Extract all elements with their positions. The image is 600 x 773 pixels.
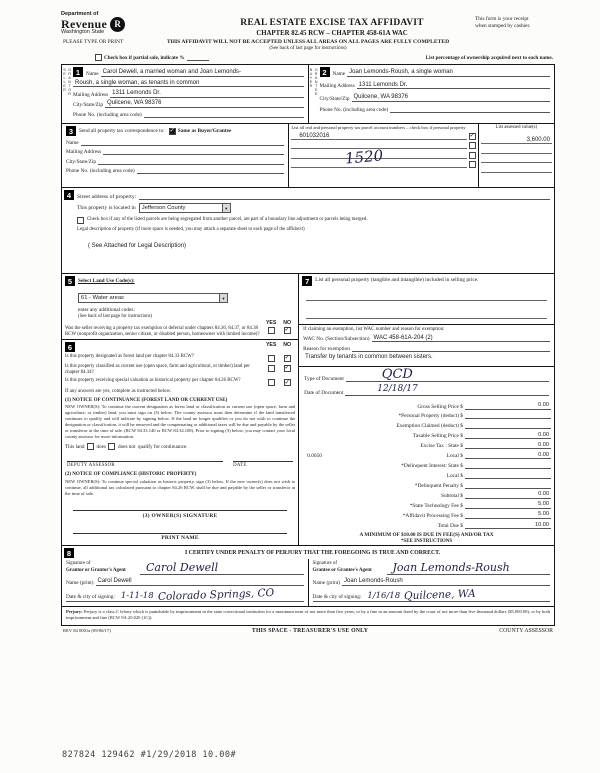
notice-continuance-title: (1) NOTICE OF CONTINUANCE (FOREST LAND OR CURRENT USE) <box>65 396 228 403</box>
revenue-logo-icon: R <box>110 17 125 32</box>
county-dropdown[interactable] <box>139 203 231 213</box>
section-5-number: 5 <box>65 276 75 286</box>
parcel-numbers-column <box>288 124 477 187</box>
parcel-numbers-header: List all real and personal property tax parcel account numbers – check box if personal property <box>291 125 466 130</box>
historic-question-row <box>65 378 295 386</box>
land-use-section <box>62 274 298 340</box>
q3-yes-cell <box>263 378 279 386</box>
grantee-name-print-row <box>313 578 551 586</box>
historic-question: Is this property receiving special valuation as historical property per chapter 84.26 RCW? <box>65 378 241 384</box>
grantor-date-handwriting[interactable]: 1-11-18 <box>120 590 154 601</box>
parcel-personal-checkbox-2[interactable] <box>469 142 476 149</box>
seller-csz-label: City/State/Zip <box>73 102 104 109</box>
correspondence-address-field[interactable] <box>103 148 284 155</box>
grantee-agent-label: Grantee or Grantee's Agent <box>312 568 372 574</box>
date-of-document-handwriting: 12/18/17 <box>377 384 418 395</box>
money-row-exemption <box>299 422 554 429</box>
money-row-excise-state <box>299 442 554 449</box>
q2-yes-cell <box>263 364 279 372</box>
type-of-document-row <box>304 369 549 382</box>
excise-state-label: Excise Tax : State $ <box>420 443 463 450</box>
date-of-document-label: Date of Document <box>304 389 344 396</box>
minimum-due-note: A MINIMUM OF $10.00 IS DUE IN FEE(S) AND/OR TAX <box>359 531 494 538</box>
buyer-section <box>308 65 555 123</box>
date-line[interactable] <box>233 457 293 462</box>
deferral-yes-checkbox[interactable] <box>268 327 275 334</box>
grantee-date-city-row <box>312 587 551 603</box>
tech-fee-label: *State Technology Fee $ <box>409 502 463 509</box>
this-land-label: This land <box>65 443 85 450</box>
left-column <box>62 274 298 545</box>
seller-address-row <box>73 90 304 98</box>
grantor-name-print-row <box>66 578 304 586</box>
delinquent-interest-state-label: *Delinquent Interest: State $ <box>401 463 463 470</box>
correspondence-phone-row <box>66 167 284 174</box>
parcel-personal-checkbox-1[interactable]: ✓ <box>469 132 475 140</box>
personal-property-line-2[interactable] <box>306 310 547 319</box>
delinquent-interest-state-value[interactable] <box>465 462 551 469</box>
does-not-label: does not <box>117 443 136 450</box>
print-name-label: PRINT NAME <box>161 535 199 542</box>
seller-name-label: Name <box>86 71 99 77</box>
located-in-label: This property is located in <box>77 205 136 211</box>
section-4-number: 4 <box>64 190 74 200</box>
money-row-processing-fee <box>299 511 554 518</box>
grantor-date-city-label: Date & city of signing: <box>66 594 115 601</box>
grantor-signature-cell <box>62 559 308 606</box>
grantee-sig-of-label: Signature of <box>312 561 338 567</box>
seller-name-field-2[interactable]: Roush, a single woman, as tenants in common <box>73 80 304 88</box>
chevron-down-icon[interactable]: ▼ <box>219 294 227 302</box>
street-address-row <box>64 190 550 200</box>
certification-section <box>62 545 554 606</box>
seller-section <box>62 65 308 123</box>
form-header <box>61 12 555 37</box>
date-label: DATE <box>233 463 247 469</box>
receipt-note-line1: This form is your receipt <box>475 16 529 22</box>
grantee-signature-row <box>313 561 551 575</box>
buyer-side-label-1: BUYER <box>309 68 313 88</box>
perjury-text: Perjury is a class C felony which is punishable by imprisonment in the state correctional institution for a maximum term of not more than five years, or by a fine in an amount fixed by the court of not more than five thousand dollars ($5,000.00), or by both imprisonment and fine (RCW 9A.20.020 (1C)). <box>66 609 551 621</box>
q1-no-cell <box>279 354 295 362</box>
deferral-no-cell <box>279 326 295 334</box>
receipt-note <box>475 12 555 30</box>
land-use-dropdown[interactable] <box>78 293 228 303</box>
exemption-deduct-value[interactable] <box>465 422 551 429</box>
date-of-document-row <box>304 384 549 395</box>
correspondence-parcels-row <box>62 123 554 187</box>
taxable-value[interactable]: 0.00 <box>465 432 551 439</box>
title-block <box>189 12 475 37</box>
grantee-city-handwriting[interactable]: Quilcene, WA <box>403 587 476 603</box>
exemption-deduct-label: Exemption Claimed (deduct) $ <box>396 423 463 430</box>
seller-phone-field[interactable] <box>144 111 304 118</box>
classification-header-row <box>65 342 295 352</box>
exemption-label: If claiming an exemption, list WAC number and reason for exemption: <box>303 327 445 332</box>
assessed-value-field-4[interactable] <box>481 166 552 173</box>
buyer-phone-field[interactable] <box>390 106 550 113</box>
exemption-block <box>299 324 554 363</box>
form-chapter: CHAPTER 82.45 RCW – CHAPTER 458-61A WAC <box>256 30 408 37</box>
grantee-signature-labels <box>313 561 387 575</box>
reason-field[interactable] <box>352 345 550 352</box>
delinquent-penalty-label: *Delinquent Penalty $ <box>414 482 463 489</box>
chevron-down-icon[interactable]: ▼ <box>222 204 230 212</box>
form-table <box>61 64 555 626</box>
buyer-address-row <box>320 82 551 90</box>
q3-no-cell <box>279 378 295 386</box>
yes-header: YES <box>265 320 277 326</box>
land-use-code-value: 61 - Water areas <box>81 295 124 301</box>
buyer-name-row <box>320 67 551 77</box>
buyer-address-label: Mailing Address <box>319 83 355 90</box>
acceptance-warning: THIS AFFIDAVIT WILL NOT BE ACCEPTED UNLESS ALL AREAS ON ALL PAGES ARE FULLY COMPLETED <box>166 39 450 45</box>
grantor-city-handwriting[interactable]: Colorado Springs, CO <box>157 586 274 603</box>
county-assessor-label: COUNTY ASSESSOR <box>499 627 553 634</box>
assessed-value-field-3[interactable] <box>481 156 552 163</box>
q1-yes-cell <box>263 354 279 362</box>
parties-row <box>62 65 554 123</box>
no-header: NO <box>283 320 292 326</box>
q3-no-checkbox[interactable]: ✓ <box>284 378 290 386</box>
seller-name-row <box>73 67 304 77</box>
segregated-label: Check box if any of the listed parcels are being segregated from another parcel, are part of a boundary line adjustment or parcels being merged. <box>87 216 368 222</box>
personal-property-line-1[interactable] <box>306 292 547 301</box>
assessed-values-header: List assessed value(s) <box>495 125 538 130</box>
correspondence-csz-label: City/State/Zip <box>66 158 97 165</box>
owners-signature-block <box>65 504 295 519</box>
parcel-row <box>291 142 475 149</box>
grantor-name-print-label: Name (print) <box>66 580 94 587</box>
type-of-document-field[interactable] <box>346 369 549 382</box>
total-due-value[interactable]: 10.00 <box>465 522 551 529</box>
section-6-number: 6 <box>65 342 75 352</box>
deferral-question: Was the seller receiving a property tax exemption or deferral under chapters 84.36, 84.37, or 84.38 RCW (nonprofit organization, senior citizen, or disabled person, homeowner with limited income)? <box>65 326 260 338</box>
seller-csz-row <box>73 100 304 108</box>
date-of-document-field[interactable] <box>345 384 549 395</box>
grantor-signature-labels <box>66 561 140 575</box>
signature-grid <box>62 559 554 606</box>
seller-phone-row <box>73 111 304 118</box>
grantee-name-print-field[interactable]: Joan Lemonds-Roush <box>342 578 550 586</box>
q2-no-checkbox[interactable]: ✓ <box>284 364 290 372</box>
grantee-date-city-label: Date & city of signing: <box>312 594 362 601</box>
reason-value-row <box>303 354 550 361</box>
same-as-buyer-checkbox[interactable]: ✓ <box>169 126 175 134</box>
cashier-stamp: 827824 129462 #1/29/2018 10.00# <box>62 750 237 760</box>
partial-sale-row <box>61 54 555 62</box>
if-yes-note: If any answers are yes, complete as instructed below. <box>65 388 172 394</box>
dor-logo <box>61 12 189 36</box>
type-of-document-handwriting: QCD <box>381 367 413 383</box>
owners-signature-label: (3) OWNER(S) SIGNATURE <box>142 512 218 519</box>
correspondence-address-label: Mailing Address <box>66 149 102 155</box>
print-name-block <box>65 527 295 542</box>
section-8-number: 8 <box>64 548 74 558</box>
owners-signature-line[interactable] <box>73 504 287 511</box>
money-row-gross <box>299 402 554 409</box>
gross-value[interactable]: 0.00 <box>465 402 551 409</box>
land-use-header-row <box>65 276 295 286</box>
subtotal-label: Subtotal $ <box>440 492 463 499</box>
same-as-buyer-label: Same as Buyer/Grantee <box>177 128 232 134</box>
correspondence-address-row <box>66 148 284 155</box>
forest-land-question-row <box>65 354 295 362</box>
forest-land-question: Is this property designated as forest land per chapter 84.33 RCW? <box>65 354 194 359</box>
money-row-delinquent-interest-state <box>299 462 554 469</box>
rev-number: REV 84 0001a (09/06/17) <box>63 628 111 634</box>
deferral-yes-cell <box>263 326 279 334</box>
does-label: does <box>96 443 106 450</box>
correspondence-send-label: Send all property tax correspondence to: <box>79 128 165 134</box>
processing-fee-label: *Affidavit Processing Fee $ <box>402 512 463 519</box>
wac-row <box>303 335 550 343</box>
logo-department-of: Department of <box>61 11 99 17</box>
dor-logo-text <box>61 12 107 36</box>
partial-sale-label: Check box if partial sale, indicate % <box>104 54 185 61</box>
personal-property-header-row <box>302 276 551 286</box>
classification-section <box>62 340 298 545</box>
grantor-agent-label: Grantor or Grantor's Agent <box>66 568 126 574</box>
grantee-signature-cell <box>308 559 555 606</box>
parcel-personal-checkbox-4[interactable] <box>469 161 476 168</box>
deferral-no-checkbox[interactable]: ✓ <box>284 326 290 334</box>
reason-value: Transfer by tenants in common between sisters. <box>305 354 433 361</box>
handwritten-note: 1520 <box>344 146 385 168</box>
print-name-line[interactable] <box>73 527 287 534</box>
deputy-assessor-label: DEPUTY ASSESSOR <box>67 463 115 469</box>
seller-phone-label: Phone No. (including area code) <box>73 111 142 118</box>
correspondence-csz-row <box>66 158 284 165</box>
form-footer <box>61 628 555 634</box>
subtotal-value[interactable]: 0.00 <box>465 491 551 498</box>
wac-label: WAC No. (Section/Subsection) <box>303 336 370 343</box>
delinquent-penalty-value[interactable] <box>465 482 551 489</box>
reason-label: Reason for exemption <box>303 345 350 352</box>
county-value: Jefferson County <box>141 205 186 211</box>
buyer-sidebar <box>309 65 319 123</box>
land-use-label: Select Land Use Code(s): <box>78 278 135 284</box>
date-col <box>233 457 293 468</box>
segregated-checkbox[interactable] <box>77 217 84 224</box>
deputy-assessor-col <box>67 457 223 468</box>
current-use-question-row <box>65 364 295 376</box>
partial-sale-percent-field[interactable] <box>187 55 209 61</box>
parcel-personal-checkbox-3[interactable] <box>469 152 476 159</box>
money-row-delinquent-interest-local <box>299 472 554 479</box>
processing-fee-value[interactable]: 5.00 <box>465 511 551 518</box>
buyer-phone-label: Phone No. (including area code) <box>319 107 389 114</box>
receipt-note-line2: when stamped by cashier. <box>475 23 531 30</box>
buyer-address-field[interactable]: 1311 Lemonds Dr. <box>357 82 550 90</box>
grantor-sig-of-label: Signature of <box>66 561 91 567</box>
correspondence-csz-field[interactable] <box>98 158 284 165</box>
excise-state-value[interactable]: 0.00 <box>465 442 551 449</box>
spacer <box>75 342 263 352</box>
ownership-note: List percentage of ownership acquired next to each name. <box>425 55 553 61</box>
current-use-question: Is this property classified as current use (open space, farm and agricultural, or timber) land per chapter 84.34? <box>65 364 250 376</box>
money-row-delinquent-penalty <box>299 482 554 489</box>
legal-description-label: Legal description of property (if more space is needed, you may attach a separate sheet to each page of the affidavit) <box>77 227 305 232</box>
reet-affidavit-form <box>61 12 555 634</box>
this-land-row <box>65 443 295 450</box>
money-row-personal <box>299 412 554 419</box>
buyer-csz-field[interactable]: Quilcene, WA 98376 <box>352 94 550 102</box>
certification-statement: I CERTIFY UNDER PENALTY OF PERJURY THAT THE FOREGOING IS TRUE AND CORRECT. <box>184 549 441 556</box>
personal-deduct-label: *Personal Property (deduct) $ <box>398 413 463 420</box>
buyer-name-label: Name <box>332 71 346 77</box>
grantee-signature[interactable]: Joan Lemonds-Roush <box>387 562 551 575</box>
does-not-checkbox[interactable] <box>108 443 115 450</box>
yes-header-6: YES <box>265 342 277 348</box>
legal-description-value: ( See Attached for Legal Description) <box>88 243 187 249</box>
seller-name-field[interactable]: Carol Dewell, a married woman and Joan Lemonds- <box>101 69 304 77</box>
assessed-value-field-2[interactable] <box>481 147 552 154</box>
delinquent-interest-local-value[interactable] <box>465 472 551 479</box>
seller-fields <box>72 65 308 123</box>
see-instructions-note: *SEE INSTRUCTIONS <box>400 538 453 544</box>
seller-sidebar <box>62 65 72 123</box>
perjury-lead: Perjury: <box>66 609 83 615</box>
logo-revenue: Revenue <box>61 16 108 31</box>
personal-property-section <box>299 274 554 321</box>
buyer-csz-row <box>320 94 551 102</box>
money-row-excise-local <box>299 452 554 459</box>
local-rate: 0.0050 <box>307 453 322 460</box>
treasurer-use-label: THIS SPACE - TREASURER'S USE ONLY <box>251 627 369 634</box>
form-title: REAL ESTATE EXCISE TAX AFFIDAVIT <box>240 18 424 28</box>
taxable-label: Taxable Selling Price $ <box>412 433 463 440</box>
money-row-tech-fee <box>299 501 554 508</box>
perjury-notice <box>62 606 554 624</box>
buyer-phone-row <box>320 106 551 113</box>
money-row-taxable <box>299 432 554 439</box>
does-checkbox[interactable] <box>87 443 94 450</box>
excise-local-label: Local $ <box>446 453 463 460</box>
parcel-row <box>291 133 475 140</box>
grantor-signature-row <box>66 561 304 575</box>
grantee-date-handwriting[interactable]: 1/16/18 <box>367 590 401 601</box>
seller-address-field[interactable]: 1311 Lemonds Dr. <box>110 90 303 98</box>
buyer-name-field[interactable]: Joan Lemonds-Roush, a single woman <box>347 69 550 77</box>
parcel-number-field[interactable]: 601032016 <box>291 133 466 140</box>
parcel-row <box>291 152 475 159</box>
qualify-label: qualify for continuance. <box>137 443 188 450</box>
seller-csz-field[interactable]: Quilcene, WA 98376 <box>105 100 303 108</box>
assessed-values-column <box>478 124 554 187</box>
no-header-6: NO <box>283 342 292 348</box>
grantor-date-city-row <box>66 586 304 603</box>
correspondence-name-field[interactable] <box>81 139 285 146</box>
seller-side-label-1: SELLER <box>62 68 67 92</box>
money-block <box>299 400 554 529</box>
document-block <box>299 366 554 397</box>
deputy-assessor-row <box>65 457 295 468</box>
buyer-fields <box>319 65 555 123</box>
total-due-label: Total Due $ <box>437 522 463 529</box>
segregated-row <box>77 217 550 224</box>
see-back-note: (See back of last page for instructions) <box>269 46 347 51</box>
logo-washington-state: Washington State <box>61 29 105 36</box>
correspondence-name-label: Name <box>66 139 79 146</box>
money-row-subtotal <box>299 491 554 498</box>
personal-deduct-value[interactable] <box>465 412 551 419</box>
personal-property-header: List all personal property (tangible and intangible) included in selling price. <box>315 277 479 283</box>
grantor-name-print-field[interactable]: Carol Dewell <box>96 578 304 586</box>
buyer-side-label-2: GRANTEE <box>314 68 319 96</box>
money-row-total <box>299 522 554 529</box>
grantor-signature[interactable]: Carol Dewell <box>140 562 304 575</box>
tech-fee-value[interactable]: 5.00 <box>465 501 551 508</box>
excise-local-value[interactable]: 0.00 <box>465 452 551 459</box>
correspondence-header-row <box>66 126 284 136</box>
property-location-section <box>62 187 554 273</box>
gross-label: Gross Selling Price $ <box>417 403 463 410</box>
assessed-value-field[interactable]: 3,600.00 <box>481 137 552 144</box>
additional-codes-label: enter any additional codes: <box>78 306 135 313</box>
deferral-question-row <box>65 326 295 338</box>
notice-continuance-body: NEW OWNER(S): To continue the current designation as forest land or classification as current use (open space, farm and agriculture, or timber) land, you must sign on (3) below. The county assessor must then determine if the land transferred continues to qualify and will indicate by signing below. If the land no longer qualifies or you do not wish to continue the designation or classification, it will be removed and the compensating or additional taxes will be due and payable by the seller or transferor at the time of sale. (RCW 84.33.140 or RCW 84.34.108). Prior to signing (3) below, you may contact your local county assessor for more information. <box>65 404 296 439</box>
reason-label-row <box>303 345 550 352</box>
notice-compliance-title: (2) NOTICE OF COMPLIANCE (HISTORIC PROPERTY) <box>65 471 197 478</box>
wac-field[interactable]: WAC 458-61A-204 (2) <box>372 335 550 343</box>
correspondence-name-row <box>66 139 284 146</box>
section-3-number: 3 <box>66 126 76 136</box>
q2-no-cell <box>279 364 295 372</box>
delinquent-interest-local-label: Local $ <box>446 472 463 479</box>
grantee-name-print-label: Name (print) <box>312 580 341 587</box>
certification-header <box>62 546 554 558</box>
notice-compliance-body: NEW OWNER(S): To continue special valuation as historic property, sign (3) below. If the new owner(s) does not wish to continue, all additional tax calculated pursuant to chapter 84.26 RCW, shall be due and payable by the seller or transferor at the time of sale. <box>65 478 296 496</box>
seller-name-row-2 <box>73 80 304 88</box>
q3-yes-checkbox[interactable] <box>268 379 275 386</box>
seller-address-label: Mailing Address <box>73 91 109 98</box>
please-type-or-print: PLEASE TYPE OR PRINT <box>63 39 124 45</box>
section-2-number: 2 <box>320 67 330 77</box>
buyer-csz-label: City/State/Zip <box>319 95 350 102</box>
correspondence-phone-label: Phone No. (including area code) <box>66 168 135 174</box>
correspondence-section <box>62 124 288 187</box>
partial-sale-checkbox[interactable] <box>95 54 102 61</box>
q1-no-checkbox[interactable]: ✓ <box>284 354 290 362</box>
see-back-note-2: (See back of last page for instructions) <box>78 313 153 319</box>
seller-side-label-2: GRANTOR <box>67 68 72 96</box>
landuse-tax-row <box>62 273 554 545</box>
partial-sale-left <box>95 54 209 61</box>
type-of-document-label: Type of Document <box>304 376 344 383</box>
section-7-number: 7 <box>302 276 312 286</box>
q1-yes-checkbox[interactable] <box>268 355 275 362</box>
county-row <box>77 203 550 213</box>
preamble <box>61 39 555 51</box>
deputy-assessor-signature-line[interactable] <box>67 457 223 462</box>
street-address-label: Street address of property: <box>77 194 137 200</box>
correspondence-phone-field[interactable] <box>137 167 285 174</box>
right-column <box>298 274 554 545</box>
street-address-field[interactable] <box>139 193 550 200</box>
section-1-number: 1 <box>73 67 83 77</box>
q2-yes-checkbox[interactable] <box>268 365 275 372</box>
